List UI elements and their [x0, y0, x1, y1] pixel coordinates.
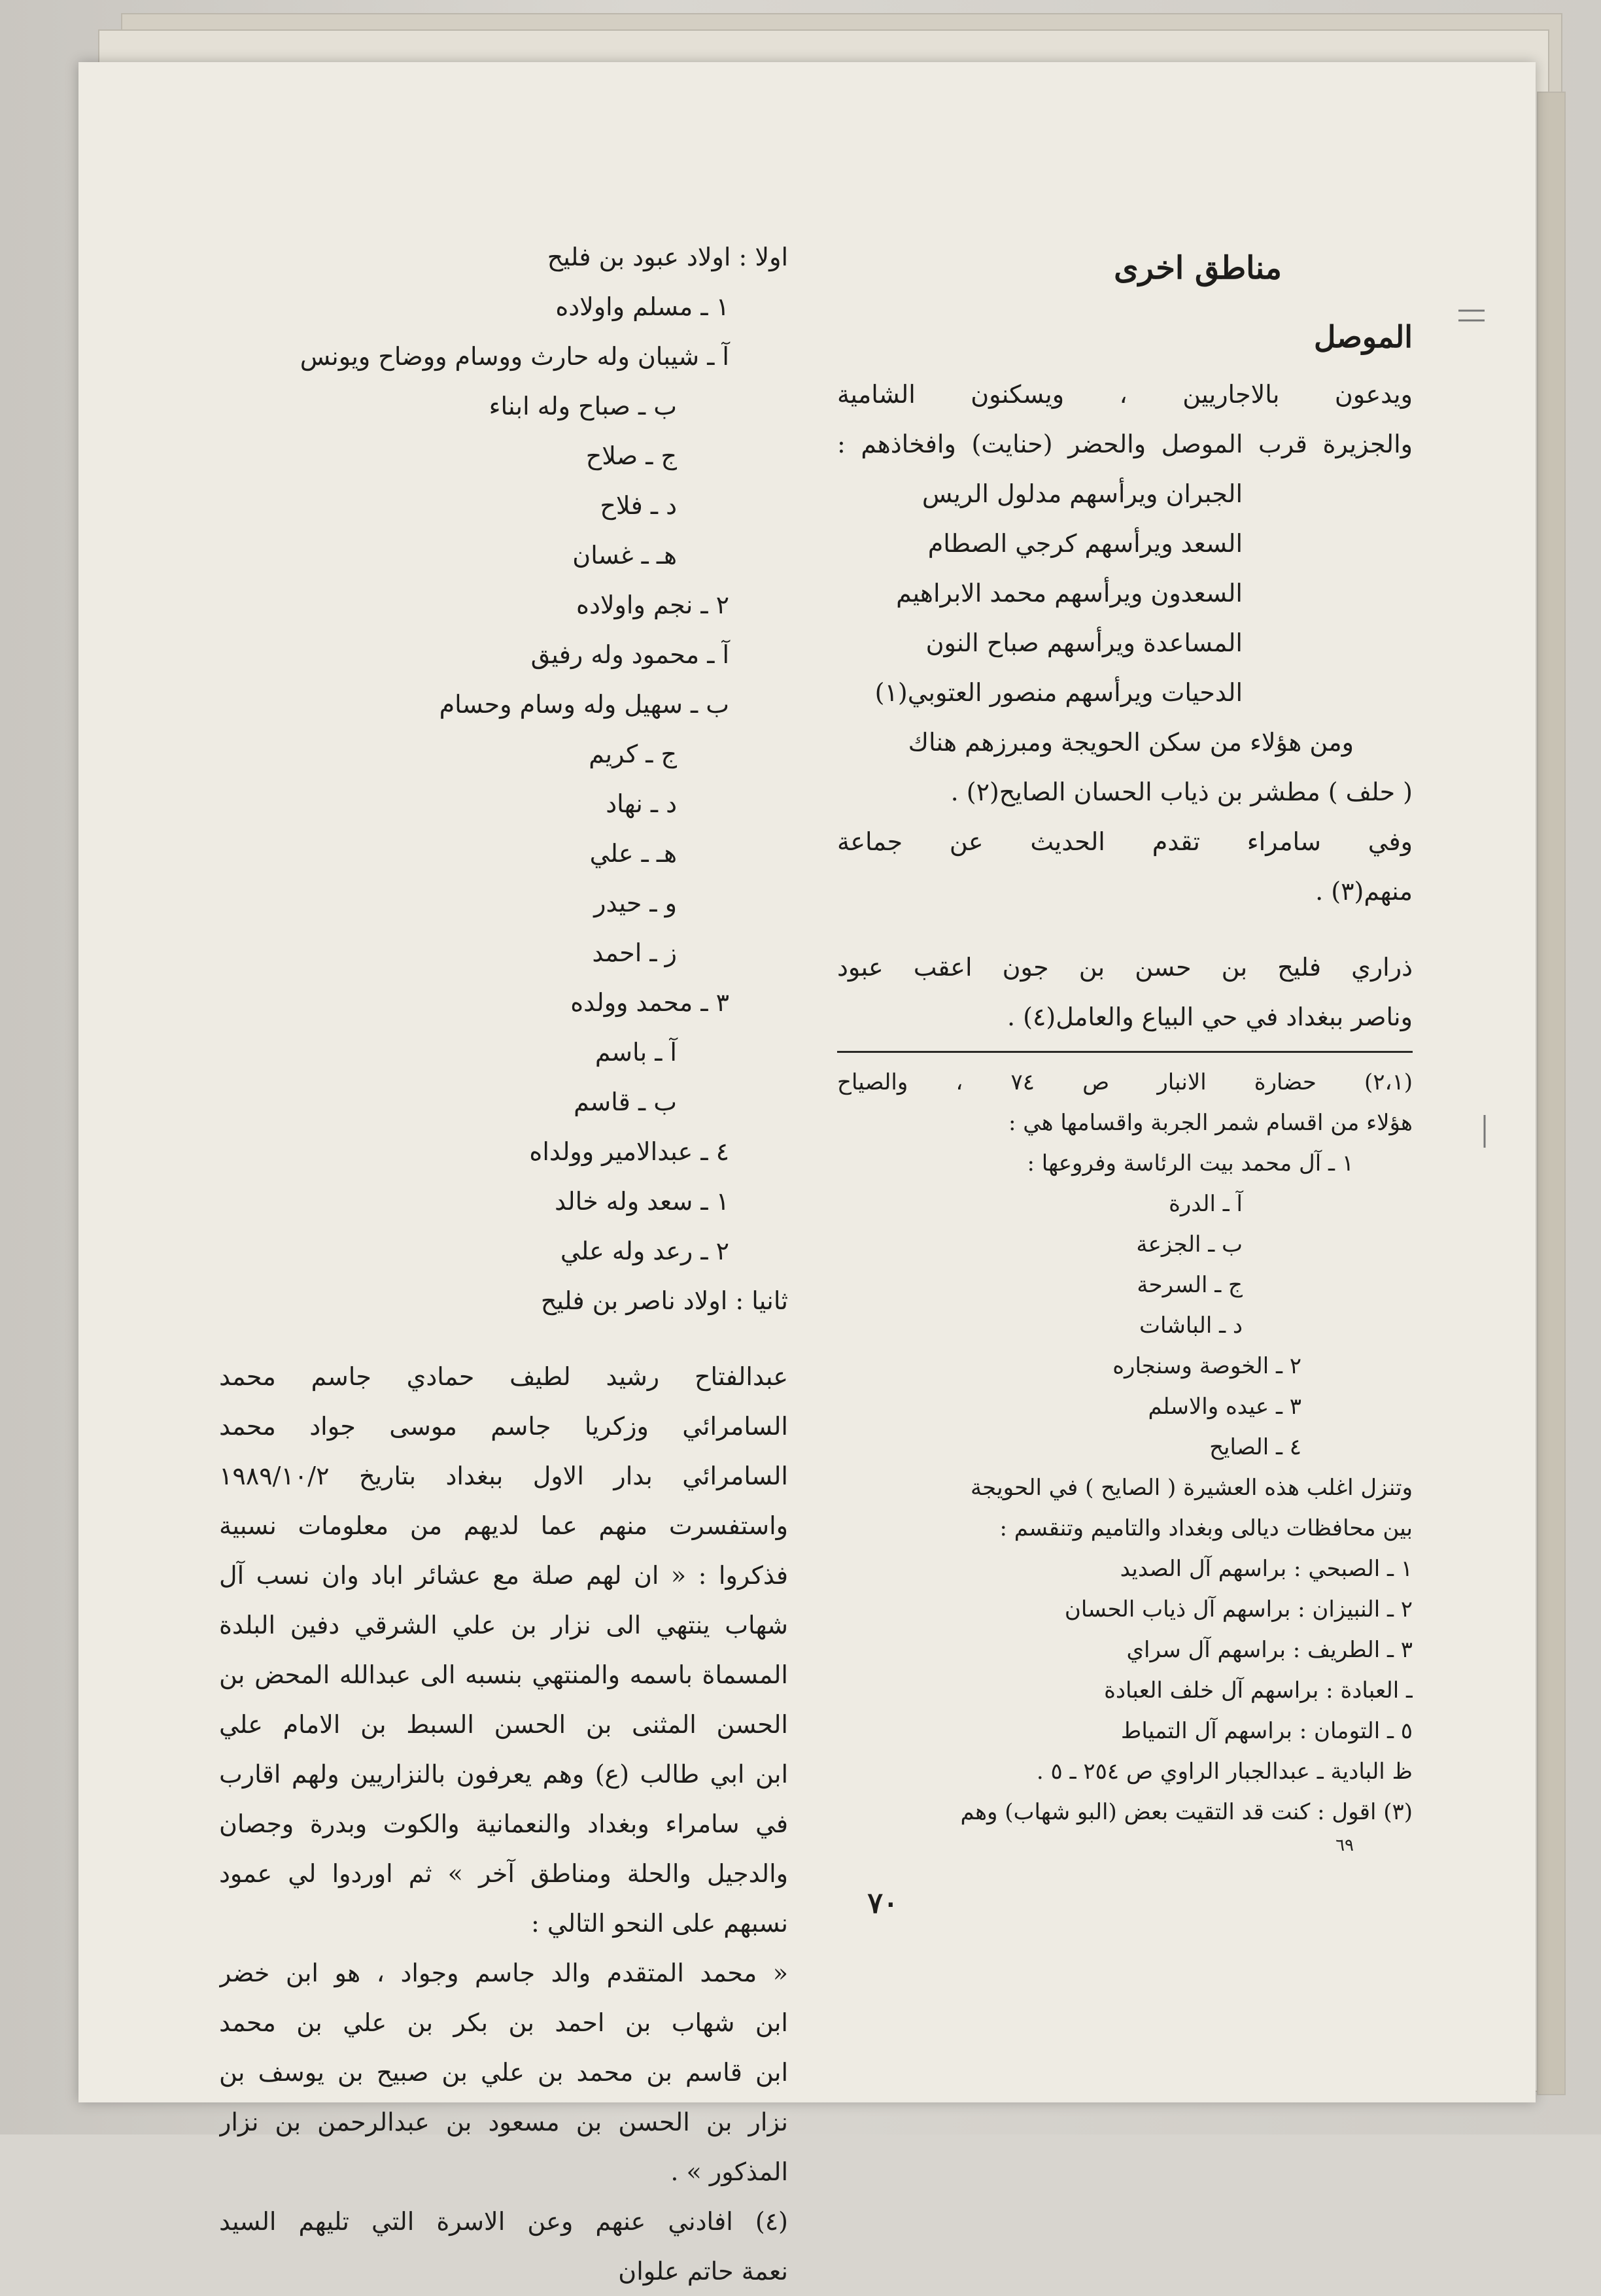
list-item: و ـ حيدر	[594, 889, 677, 917]
text-line: ( حلف ) مطشر بن ذياب الحسان الصايح(٢) .	[950, 778, 1413, 806]
list-item: د ـ نهاد	[606, 789, 677, 818]
footnote-line: د ـ الباشات	[1139, 1312, 1243, 1339]
footnote-line: ١ ـ الصبحي : براسهم آل الصديد	[1120, 1556, 1413, 1582]
text-line: منهم(٣) .	[1315, 877, 1413, 906]
list-item: ز ـ احمد	[592, 938, 677, 967]
note-line: ابن قاسم بن محمد بن علي بن صبيح بن يوسف بن	[219, 2058, 788, 2087]
note-line: المذكور » .	[670, 2157, 788, 2186]
list-item: ب ـ سهيل وله وسام وحسام	[439, 690, 729, 719]
list-heading: ثانيا : اولاد ناصر بن فليح	[540, 1286, 788, 1315]
note-line: شهاب ينتهي الى نزار بن علي الشرقي دفين البلدة	[219, 1611, 788, 1639]
list-item: ١ ـ سعد وله خالد	[555, 1187, 729, 1216]
list-item: ١ ـ مسلم واولاده	[555, 292, 729, 321]
note-line: الحسن المثنى بن الحسن السبط بن الامام علي	[219, 1710, 788, 1739]
footnote-line: ٥ ـ التومان : براسهم آل التمياط	[1120, 1718, 1413, 1744]
text-line: والجزيرة قرب الموصل والحضر (حنايت) وافخاذهم :	[837, 430, 1413, 458]
note-line: واستفسرت منهم عما لديهم من معلومات نسبية	[219, 1511, 788, 1540]
list-item: ٢ ـ رعد وله علي	[560, 1237, 729, 1265]
footnote-line: ٢ ـ الخوصة وسنجاره	[1112, 1353, 1301, 1379]
list-item: هـ ـ غسان	[572, 541, 677, 570]
note-line: فذكروا : « ان لهم صلة مع عشائر اباد وان نسب آل	[219, 1561, 788, 1590]
text-line: ومن هؤلاء من سكن الحويجة ومبرزهم هناك	[908, 728, 1354, 757]
text-line: وفي سامراء تقدم الحديث عن جماعة	[837, 827, 1413, 856]
footnote-line: ٢ ـ النبيزان : براسهم آل ذياب الحسان	[1064, 1596, 1413, 1622]
text-line: ويدعون بالاجاريين ، ويسكنون الشامية	[837, 380, 1413, 409]
list-item: آ ـ محمود وله رفيق	[530, 640, 729, 669]
footnote-line: ١ ـ آل محمد بيت الرئاسة وفروعها :	[1027, 1150, 1354, 1176]
footnote-line: ٦٩	[1335, 1836, 1354, 1855]
text-line: السعدون ويرأسهم محمد الابراهيم	[896, 579, 1243, 608]
text-line: المساعدة ويرأسهم صباح النون	[925, 628, 1243, 657]
list-item: هـ ـ علي	[589, 839, 677, 868]
list-item: ج ـ كريم	[589, 740, 677, 768]
list-item: آ ـ شيبان وله حارث ووسام ووضاح ويونس	[300, 342, 729, 371]
footnote-line: ـ العبادة : براسهم آل خلف العبادة	[1104, 1677, 1413, 1704]
note-line: السامرائي وزكريا جاسم موسى جواد محمد	[219, 1412, 788, 1441]
note-line: ابن شهاب بن احمد بن بكر بن علي بن محمد	[219, 2008, 788, 2037]
footnote-line: آ ـ الدرة	[1169, 1191, 1243, 1217]
list-item: آ ـ باسم	[594, 1038, 677, 1067]
note-line: السامرائي بدار الاول ببغداد بتاريخ ١٩٨٩/١٠/٢	[219, 1462, 788, 1490]
list-item: ج ـ صلاح	[585, 441, 677, 470]
footnote-line: بين محافظات ديالى وبغداد والتاميم وتنقسم :	[999, 1515, 1413, 1541]
list-item: ب ـ قاسم	[574, 1088, 677, 1116]
list-item: ٤ ـ عبدالامير وولداه	[529, 1137, 729, 1166]
footnote-line: ب ـ الجزعة	[1136, 1231, 1243, 1258]
list-item: د ـ فلاح	[600, 491, 677, 520]
note-line: في سامراء وبغداد والنعمانية والكوت وبدرة وجصان	[219, 1809, 788, 1838]
footnote-line: وتنزل اغلب هذه العشيرة ( الصايح ) في الحويجة	[970, 1475, 1413, 1501]
footnote-line: (٢،١) حضارة الانبار ص ٧٤ ، والصياح	[837, 1069, 1413, 1095]
note-line: عبدالفتاح رشيد لطيف حمادي جاسم محمد	[219, 1362, 788, 1391]
text-line: ذراري فليح بن حسن بن جون اعقب عبود	[837, 953, 1413, 982]
list-heading: اولا : اولاد عبود بن فليح	[547, 243, 788, 271]
note-line: (٤) افادني عنهم وعن الاسرة التي تليهم السيد	[219, 2207, 788, 2236]
note-line: نزار بن الحسن بن مسعود بن عبدالرحمن بن نزار	[219, 2108, 788, 2136]
note-line: ابن ابي طالب (ع) وهم يعرفون بالنزاريين ولهم اقارب	[219, 1760, 788, 1789]
footnote-line: ٣ ـ الطريف : براسهم آل سراي	[1126, 1637, 1413, 1663]
note-line: نعمة حاتم علوان	[618, 2257, 788, 2286]
list-item: ٣ ـ محمد وولده	[570, 988, 729, 1017]
section-heading: مناطق اخرى	[1114, 250, 1282, 286]
section-subheading: الموصل	[1313, 319, 1413, 354]
list-item: ٢ ـ نجم واولاده	[576, 591, 729, 619]
page-number: ٧٠	[867, 1887, 899, 1920]
note-line: نسبهم على النحو التالي :	[531, 1909, 788, 1938]
note-line: والدجيل والحلة ومناطق آخر » ثم اوردوا لي عمود	[219, 1859, 788, 1888]
document-page	[78, 62, 1536, 2286]
note-line: « محمد المتقدم والد جاسم وجواد ، هو ابن خضر	[219, 1959, 788, 1987]
page-edges	[1537, 92, 1566, 2095]
text-line: وناصر ببغداد في حي البياع والعامل(٤) .	[1007, 1002, 1413, 1031]
footnote-line: (٣) اقول : كنت قد التقيت بعض (البو شهاب) وهم	[960, 1799, 1413, 1825]
note-line: المسماة باسمه والمنتهي بنسبه الى عبدالله المحض بن	[219, 1660, 788, 1689]
margin-marks	[78, 62, 1536, 2102]
text-line: الدحيات ويرأسهم منصور العتوبي(١)	[874, 678, 1243, 707]
footnote-line: ج ـ السرحة	[1137, 1272, 1243, 1298]
footnote-line: ظ البادية ـ عبدالجبار الراوي ص ٢٥٤ ـ ٥ .	[1036, 1758, 1413, 1785]
text-line: الجبران ويرأسهم مدلول الريس	[921, 479, 1243, 508]
footnote-line: ٣ ـ عيده والاسلم	[1148, 1394, 1301, 1420]
text-line: السعد ويرأسهم كرجي الصطام	[927, 529, 1243, 558]
footnote-line: هؤلاء من اقسام شمر الجربة واقسامها هي :	[1008, 1110, 1413, 1136]
footnote-line: ٤ ـ الصايح	[1209, 1434, 1301, 1460]
list-item: ب ـ صباح وله ابناء	[489, 392, 677, 420]
